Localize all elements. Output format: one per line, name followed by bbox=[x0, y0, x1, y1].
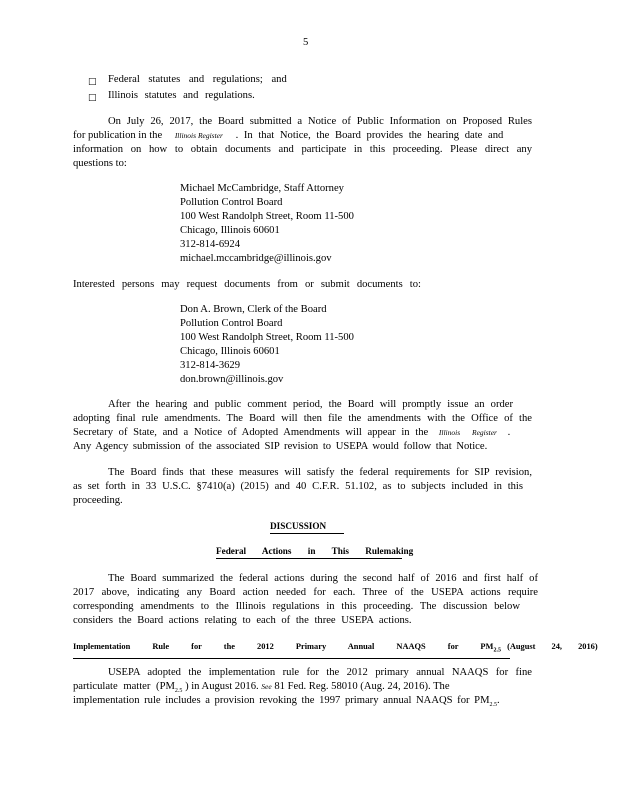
subscript: 2.5 bbox=[489, 702, 497, 709]
contact-org: Pollution Control Board bbox=[180, 197, 283, 208]
paragraph-summary-line: considers the Board actions relating to each of the three USEPA actions. bbox=[73, 615, 412, 626]
text-fragment: ) in August 2016. bbox=[185, 681, 259, 692]
contact-email: don.brown@illinois.gov bbox=[180, 374, 284, 385]
text-fragment: . bbox=[497, 695, 500, 706]
paragraph-notice-line bbox=[73, 129, 532, 143]
paragraph-usepa-line bbox=[73, 694, 500, 712]
paragraph-hearing-line: After the hearing and public comment period, the Board will promptly issue an order bbox=[108, 399, 513, 410]
text-fragment: . In that Notice, the Board provides the hearing date and bbox=[235, 130, 504, 141]
paragraph-summary-line: The Board summarized the federal actions during the second half of 2016 and first half of bbox=[108, 573, 538, 584]
interested-persons-line: Interested persons may request documents from or submit documents to: bbox=[73, 279, 421, 290]
text-fragment: . bbox=[507, 427, 511, 438]
subscript: 2.5 bbox=[174, 688, 183, 695]
paragraph-usepa-line: USEPA adopted the implementation rule for the 2012 primary annual NAAQS for fine bbox=[108, 667, 532, 678]
heading-date: (August 24, 2016) bbox=[507, 642, 598, 651]
bullet-text-federal: Federal statutes and regulations; and bbox=[108, 74, 287, 85]
contact-city: Chicago, Illinois 60601 bbox=[180, 225, 280, 236]
paragraph-hearing-line: adopting final rule amendments. The Board will then file the amendments with the Office of the bbox=[73, 413, 532, 424]
text-fragment: particulate matter (PM bbox=[73, 681, 175, 692]
contact-city: Chicago, Illinois 60601 bbox=[180, 346, 280, 357]
contact-street: 100 West Randolph Street, Room 11-500 bbox=[180, 211, 354, 222]
paragraph-findings-line: as set forth in 33 U.S.C. §7410(a) (2015) and 40 C.F.R. 51.102, as to subjects included in this bbox=[73, 481, 523, 492]
contact-phone: 312-814-6924 bbox=[180, 239, 241, 250]
paragraph-hearing-line bbox=[73, 426, 510, 440]
heading-text: Implementation Rule for the 2012 Primary Annual NAAQS for PM bbox=[73, 642, 494, 651]
contact-org: Pollution Control Board bbox=[180, 318, 283, 329]
heading-text: Federal Actions in This Rulemaking bbox=[216, 546, 414, 556]
page-number: 5 bbox=[303, 37, 309, 48]
paragraph-findings-line: The Board finds that these measures will satisfy the federal requirements for SIP revision, bbox=[108, 467, 532, 478]
bullet-text-illinois: Illinois statutes and regulations. bbox=[108, 90, 255, 101]
contact-email: michael.mccambridge@illinois.gov bbox=[180, 253, 332, 264]
contact-name: Michael McCambridge, Staff Attorney bbox=[180, 183, 344, 194]
heading-subscript: 2.5 bbox=[493, 647, 501, 654]
heading-text: DISCUSSION bbox=[270, 521, 327, 531]
text-fragment-italic: Illinois Register bbox=[174, 131, 223, 140]
paragraph-notice-line: information on how to obtain documents and participate in this proceeding. Please direct any bbox=[73, 144, 532, 155]
text-fragment: implementation rule includes a provision revoking the 1997 primary annual NAAQS for PM bbox=[73, 695, 490, 706]
paragraph-notice-line: questions to: bbox=[73, 158, 127, 169]
contact-name: Don A. Brown, Clerk of the Board bbox=[180, 304, 327, 315]
paragraph-notice-line: On July 26, 2017, the Board submitted a Notice of Public Information on Proposed Rules bbox=[108, 116, 532, 127]
see-signal-italic: See bbox=[261, 682, 272, 691]
text-fragment-italic: Illinois Register bbox=[438, 428, 497, 437]
contact-phone: 312-814-3629 bbox=[180, 360, 241, 371]
text-fragment: 81 Fed. Reg. 58010 (Aug. 24, 2016). The bbox=[274, 681, 450, 692]
paragraph-findings-line: proceeding. bbox=[73, 495, 123, 506]
contact-street: 100 West Randolph Street, Room 11-500 bbox=[180, 332, 354, 343]
paragraph-summary-line: 2017 above, indicating any Board action needed for each. Three of the USEPA actions require bbox=[73, 587, 538, 598]
text-fragment: for publication in the bbox=[73, 130, 163, 141]
implementation-rule-heading bbox=[73, 640, 598, 659]
federal-actions-heading bbox=[216, 545, 414, 559]
text-fragment: Secretary of State, and a Notice of Adopted Amendments will appear in the bbox=[73, 427, 429, 438]
paragraph-summary-line: corresponding amendments to the Illinois regulations in this proceeding. The discussion below bbox=[73, 601, 520, 612]
bullet-icon: □ bbox=[88, 77, 97, 87]
discussion-heading bbox=[270, 520, 344, 534]
paragraph-hearing-line: Any Agency submission of the associated SIP revision to USEPA would follow that Notice. bbox=[73, 441, 488, 452]
bullet-icon: □ bbox=[88, 93, 97, 103]
